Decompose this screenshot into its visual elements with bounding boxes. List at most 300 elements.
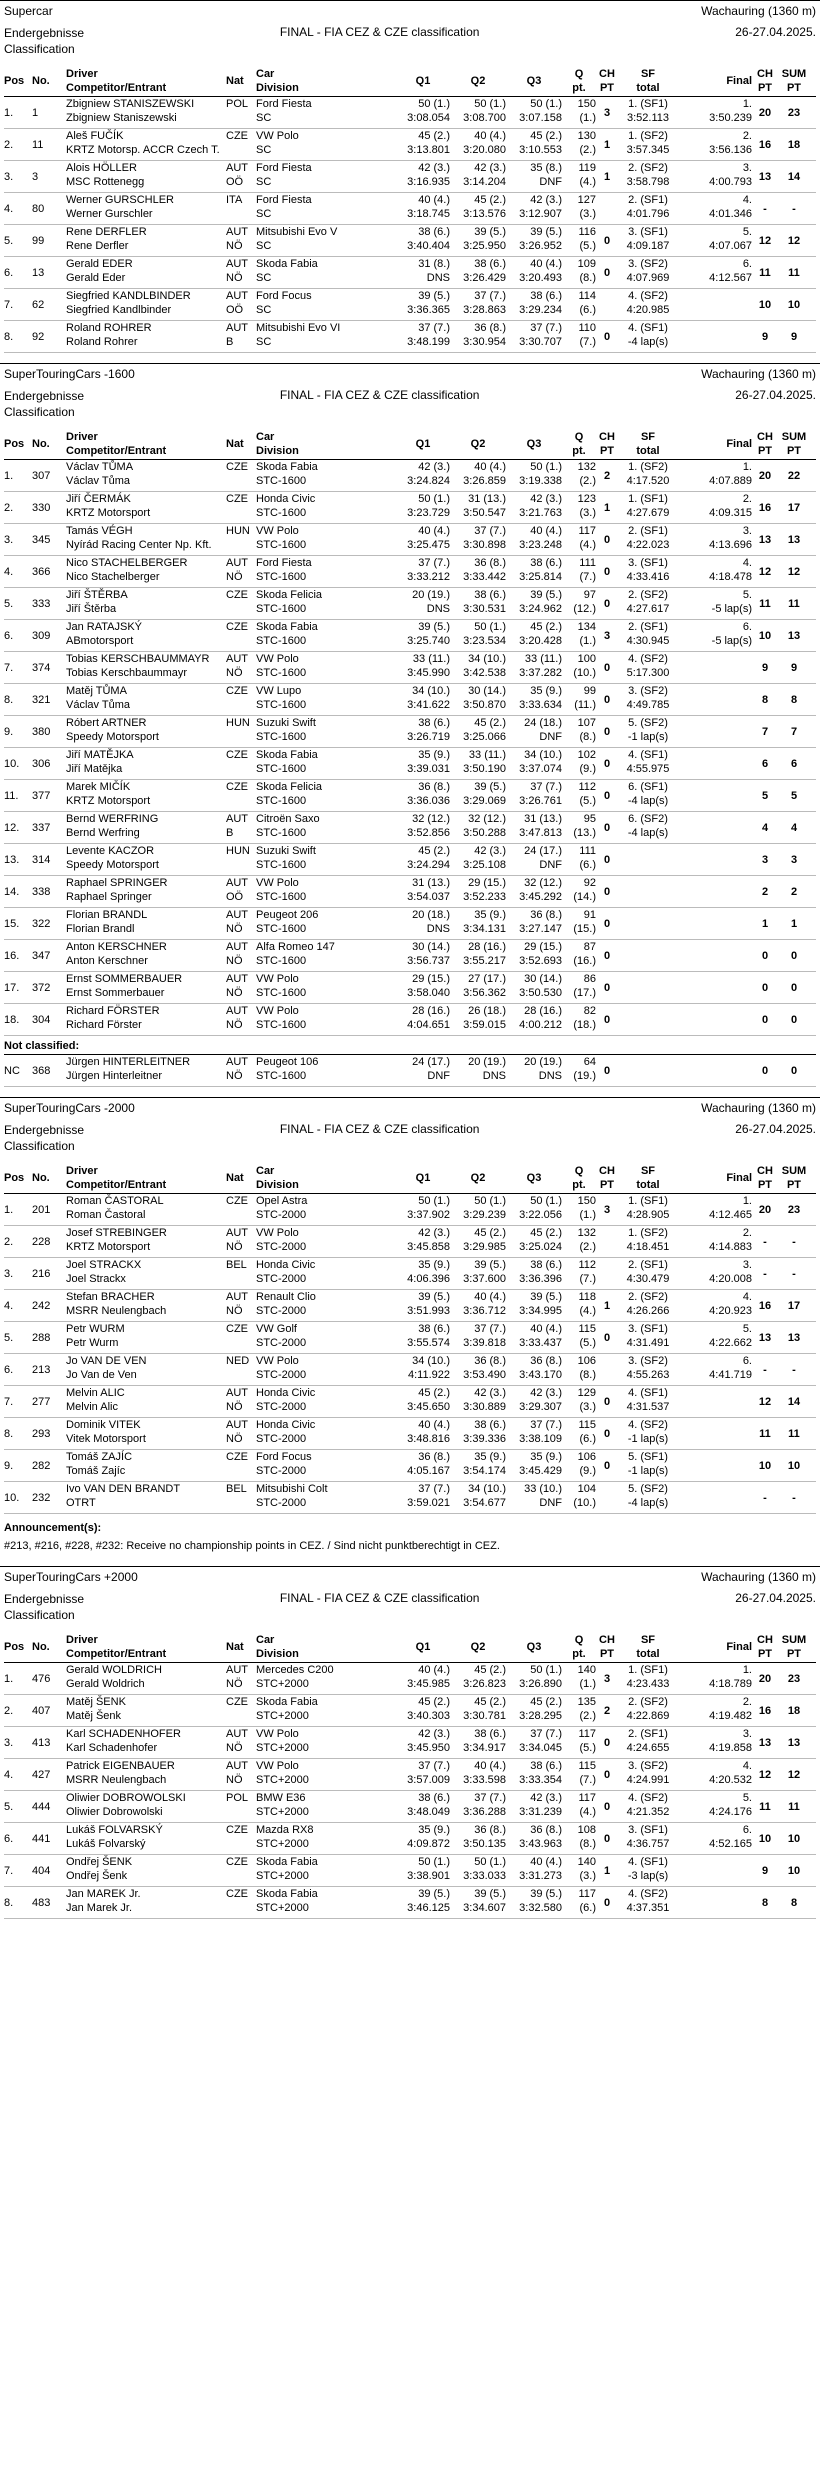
sum-pt-cell: 14 [787,1395,801,1408]
ch-pt-cell: 1 [603,501,611,514]
classification-label: Classification [4,1139,75,1153]
q3-cell [506,225,562,256]
driver-cell-line2: KRTZ Motorsport [66,507,151,519]
ch-final-pt-cell: 6 [761,757,769,770]
sf-cell-line1: 4. (SF2) [628,1419,668,1431]
sf-cell [618,1322,678,1353]
car-cell-line2: STC-2000 [256,1209,307,1221]
class-header [4,1098,816,1118]
sf-cell-line1: 2. (SF1) [628,525,668,537]
q-total-cell-line1: 64 [583,1056,596,1068]
driver-cell [66,620,226,651]
car-cell-line2: STC-2000 [256,1369,307,1381]
q3-cell-line2: 3:45.429 [519,1465,562,1477]
driver-cell [66,321,226,352]
sf-cell-line2: 4:20.985 [626,304,670,316]
q3-cell-line2: 3:19.338 [519,475,562,487]
driver-cell-line1: Tobias KERSCHBAUMMAYR [66,653,210,665]
car-cell-line1: Opel Astra [256,1195,308,1207]
sf-cell-line1: 5. (SF2) [628,717,668,729]
ch-final-pt-cell: 10 [758,1459,772,1472]
q2-cell-line2: 3:56.362 [463,987,506,999]
q2-cell-line1: 50 (1.) [474,1856,506,1868]
q3-cell-line1: 45 (2.) [530,621,562,633]
result-label: Endergebnisse [4,1592,85,1606]
nat-cell [226,1354,256,1385]
sf-cell-line2: -4 lap(s) [627,1497,669,1509]
q-total-cell [562,1055,596,1086]
col-no [32,1171,66,1185]
ch-pt-cell: 3 [603,106,611,119]
ch-pt-cell: 0 [603,266,611,279]
sum-pt-cell: - [792,1235,796,1248]
driver-cell [66,289,226,320]
final-cell [678,876,752,907]
col-car-line2: Division [256,444,299,457]
sf-cell-line2: 4:09.187 [626,240,670,252]
q-total-cell-line1: 115 [578,1419,596,1431]
final-cell [678,1290,752,1321]
sf-cell-line1: 5. (SF2) [628,1483,668,1495]
pos-cell: 7. [4,298,14,311]
nat-cell [226,1727,256,1758]
classification-label: Classification [4,42,75,56]
driver-cell-line1: Roland ROHRER [66,322,152,334]
nat-cell [226,1386,256,1417]
final-cell [678,844,752,875]
pos-cell: 3. [4,533,14,546]
q2-cell-line1: 27 (17.) [468,973,506,985]
driver-cell-line1: Jan RATAJSKÝ [66,621,143,633]
class-section [0,0,820,363]
number-cell: 404 [32,1864,51,1877]
q1-cell-line2: 3:48.199 [407,336,450,348]
final-cell [678,1386,752,1417]
number-cell: 99 [32,234,45,247]
sum-pt-cell: 18 [787,1704,801,1717]
q-total-cell [562,97,596,128]
q1-cell-line2: 4:05.167 [407,1465,450,1477]
car-cell-line2: STC-2000 [256,1305,307,1317]
ch-pt-cell: 1 [603,138,611,151]
q1-cell-line2: 3:36.365 [407,304,450,316]
driver-cell [66,1727,226,1758]
result-row [4,908,816,940]
final-cell [678,1823,752,1854]
col-ch2 [752,67,778,95]
q-total-cell-line2: (4.) [579,1305,596,1317]
col-nat [226,74,256,88]
nat-cell-line1: HUN [226,525,250,537]
pos-cell: 2. [4,1235,14,1248]
driver-cell [66,257,226,288]
col-ch2-line2: PT [757,444,773,457]
nat-cell [226,588,256,619]
car-cell-line2: STC-1600 [256,507,307,519]
q2-cell-line2: 3:14.204 [463,176,506,188]
col-final [678,1171,752,1185]
ch-final-pt-cell: 7 [761,725,769,738]
report-title: FINAL - FIA CEZ & CZE classification [279,1122,480,1136]
col-sf-line2: total [636,1647,660,1660]
sf-cell [618,161,678,192]
pos-cell: 6. [4,629,14,642]
column-header [4,65,816,97]
number-cell: 293 [32,1427,51,1440]
sf-cell-line2: -3 lap(s) [627,1870,669,1882]
sf-cell-line2: 4:22.869 [626,1710,670,1722]
q1-cell-line1: 35 (9.) [418,1259,450,1271]
nat-cell [226,876,256,907]
q2-cell-line2: 3:13.576 [463,208,506,220]
q3-cell-line1: 39 (5.) [530,226,562,238]
col-q2-line1: Q2 [470,437,486,450]
ch-final-pt-cell: 12 [758,565,772,578]
q3-cell-line2: 3:26.890 [519,1678,562,1690]
col-pos [4,1171,32,1185]
nat-cell-line2: B [226,827,234,839]
q3-cell [506,908,562,939]
col-no-line1: No. [32,437,50,450]
q1-cell [396,1004,450,1035]
q2-cell [450,1226,506,1257]
sub-header [4,1118,816,1162]
q2-cell-line2: 3:30.898 [463,539,506,551]
q1-cell-line2: 3:13.801 [407,144,450,156]
car-cell-line1: Skoda Fabia [256,749,318,761]
sf-cell [618,620,678,651]
nat-cell-line2: NÖ [226,1742,243,1754]
q2-cell [450,1004,506,1035]
q1-cell-line2: 3:48.049 [407,1806,450,1818]
q-total-cell [562,1823,596,1854]
driver-cell-line2: Jiří Matějka [66,763,123,775]
ch-final-pt-cell: 16 [758,1299,772,1312]
car-cell [256,1386,396,1417]
pos-cell: 4. [4,202,14,215]
final-cell [678,1226,752,1257]
number-cell: 321 [32,693,51,706]
nat-cell [226,908,256,939]
driver-cell [66,684,226,715]
car-cell-line1: Skoda Felicia [256,589,323,601]
q3-cell-line2: 3:25.024 [519,1241,562,1253]
q-total-cell-line2: (1.) [579,112,596,124]
ch-final-pt-cell: 9 [761,330,769,343]
q2-cell-line1: 40 (4.) [474,1291,506,1303]
q2-cell-line2: 3:53.490 [463,1369,506,1381]
q3-cell-line1: 50 (1.) [530,1664,562,1676]
number-cell: 80 [32,202,45,215]
q1-cell [396,908,450,939]
ch-pt-cell: 0 [603,1800,611,1813]
q1-cell [396,812,450,843]
final-cell [678,1759,752,1790]
result-label: Endergebnisse [4,389,85,403]
q2-cell-line2: 3:20.080 [463,144,506,156]
nat-cell [226,161,256,192]
nat-cell [226,524,256,555]
pos-cell: 2. [4,138,14,151]
sf-cell [618,844,678,875]
nat-cell [226,289,256,320]
q2-cell-line1: 40 (4.) [474,1760,506,1772]
class-name: SuperTouringCars -1600 [4,367,135,381]
driver-cell-line2: Melvin Alic [66,1401,118,1413]
nat-cell [226,129,256,160]
final-cell [678,972,752,1003]
car-cell-line2: STC+2000 [256,1806,309,1818]
car-cell-line2: STC-1600 [256,1070,307,1082]
car-cell-line2: SC [256,208,272,220]
final-cell-line1: 2. [742,1696,752,1708]
col-q-line1: Q [574,67,584,80]
col-sum [778,1633,810,1661]
q1-cell [396,1887,450,1918]
final-cell-line2: 4:52.165 [709,1838,752,1850]
col-ch-line2: PT [599,1178,615,1191]
pos-cell: 12. [4,821,20,834]
col-sf-line1: SF [640,430,656,443]
car-cell-line2: STC+2000 [256,1870,309,1882]
q3-cell-line1: 40 (4.) [530,258,562,270]
q-total-cell-line2: (12.) [573,603,596,615]
col-ch2-line1: CH [757,1164,773,1177]
ch-pt-cell: 1 [603,170,611,183]
sf-cell-line1: 3. (SF1) [628,226,668,238]
driver-cell [66,1322,226,1353]
col-q1 [396,74,450,88]
q1-cell-line2: DNF [427,1070,450,1082]
ch-pt-cell: 0 [603,1064,611,1077]
car-cell [256,1194,396,1225]
car-cell [256,1450,396,1481]
nat-cell-line1: AUT [226,258,248,270]
nat-cell-line1: CZE [226,685,248,697]
driver-cell-line2: Vitek Motorsport [66,1433,146,1445]
q1-cell-line1: 42 (3.) [418,1728,450,1740]
q3-cell-line1: 38 (6.) [530,1760,562,1772]
result-row [4,1450,816,1482]
car-cell [256,1482,396,1513]
driver-cell-line2: OTRT [66,1497,96,1509]
nat-cell-line2: NÖ [226,667,243,679]
number-cell: 232 [32,1491,51,1504]
final-cell-line1: 3. [742,1259,752,1271]
ch-final-pt-cell: 9 [761,1864,769,1877]
q3-cell-line2: 3:23.248 [519,539,562,551]
q-total-cell [562,684,596,715]
car-cell [256,1418,396,1449]
q-total-cell-line2: (4.) [579,176,596,188]
q2-cell-line1: 50 (1.) [474,621,506,633]
nat-cell [226,1450,256,1481]
result-row [4,1290,816,1322]
q-total-cell-line1: 117 [578,1792,596,1804]
nat-cell-line2: NÖ [226,1774,243,1786]
ch-final-pt-cell: 0 [761,1064,769,1077]
ch-pt-cell: 0 [603,1459,611,1472]
q1-cell-line2: 3:45.985 [407,1678,450,1690]
event-date: 26-27.04.2025. [735,388,816,402]
car-cell [256,876,396,907]
car-cell [256,97,396,128]
q-total-cell-line2: (6.) [579,859,596,871]
q-total-cell [562,1290,596,1321]
car-cell-line1: VW Polo [256,1355,299,1367]
ch-pt-cell: 0 [603,1427,611,1440]
driver-cell-line2: Václav Tůma [66,475,130,487]
q3-cell [506,524,562,555]
sf-cell [618,812,678,843]
driver-cell [66,1482,226,1513]
q1-cell-line1: 39 (5.) [418,290,450,302]
col-q1 [396,437,450,451]
pos-cell: 16. [4,949,20,962]
q-total-cell-line2: (8.) [579,1369,596,1381]
driver-cell [66,1258,226,1289]
pos-cell: 5. [4,1800,14,1813]
q3-cell-line1: 45 (2.) [530,1696,562,1708]
car-cell-line2: STC-2000 [256,1433,307,1445]
car-cell-line1: VW Polo [256,1760,299,1772]
car-cell-line2: STC-1600 [256,731,307,743]
sf-cell [618,1418,678,1449]
number-cell: 366 [32,565,51,578]
q1-cell-line1: 36 (8.) [418,781,450,793]
final-cell [678,1354,752,1385]
driver-cell-line1: Ivo VAN DEN BRANDT [66,1483,181,1495]
pos-cell: 15. [4,917,20,930]
ch-final-pt-cell: 12 [758,1768,772,1781]
sf-cell-line2: 4:55.975 [626,763,670,775]
sf-cell-line2: 4:37.351 [626,1902,670,1914]
sum-pt-cell: - [792,1267,796,1280]
q2-cell [450,972,506,1003]
col-q1-line1: Q1 [415,437,431,450]
sf-cell-line2: -1 lap(s) [627,731,669,743]
driver-cell-line1: Jiří ČERMÁK [66,493,131,505]
nat-cell-line1: CZE [226,1195,248,1207]
q1-cell-line2: 4:06.396 [407,1273,450,1285]
sf-cell-line2: 4:31.491 [626,1337,670,1349]
sf-cell [618,257,678,288]
car-cell [256,460,396,491]
q-total-cell-line1: 106 [577,1451,596,1463]
car-cell [256,1290,396,1321]
ch-final-pt-cell: 20 [758,1672,772,1685]
q1-cell-line2: DNS [426,603,450,615]
q3-cell-line2: 3:33.437 [519,1337,562,1349]
q2-cell-line2: 3:55.217 [463,955,506,967]
car-cell-line2: STC-1600 [256,1019,307,1031]
sum-pt-cell: 23 [787,106,801,119]
col-driver [66,67,226,95]
col-ch-line1: CH [599,430,615,443]
sum-pt-cell: 22 [787,469,801,482]
sum-pt-cell: 11 [788,266,800,279]
q-total-cell-line1: 111 [579,557,596,569]
q2-cell-line2: 3:30.954 [463,336,506,348]
q2-cell [450,844,506,875]
nat-cell-line1: AUT [226,162,248,174]
col-ch [596,430,618,458]
final-cell [678,1418,752,1449]
driver-cell-line2: Jürgen Hinterleitner [66,1070,162,1082]
sum-pt-cell: 10 [787,1459,801,1472]
q-total-cell-line2: (14.) [573,891,596,903]
q-total-cell-line2: (11.) [574,699,596,711]
driver-cell-line2: Bernd Werfring [66,827,140,839]
sf-cell [618,972,678,1003]
nat-cell [226,556,256,587]
q-total-cell-line1: 86 [583,973,596,985]
nat-cell-line2: OÖ [226,891,244,903]
nat-cell-line1: AUT [226,1419,248,1431]
q-total-cell [562,1418,596,1449]
col-q1-line1: Q1 [415,74,431,87]
q1-cell [396,129,450,160]
q1-cell-line1: 40 (4.) [418,525,450,537]
number-cell: 372 [32,981,51,994]
result-row [4,556,816,588]
result-label: Endergebnisse [4,26,85,40]
q1-cell-line2: 3:45.950 [407,1742,450,1754]
q3-cell-line2: 3:33.354 [519,1774,562,1786]
q2-cell-line2: 3:30.781 [463,1710,506,1722]
col-sf [618,430,678,458]
col-sf [618,1633,678,1661]
car-cell-line1: Suzuki Swift [256,845,316,857]
car-cell-line1: Skoda Fabia [256,1888,318,1900]
q2-cell-line2: 3:30.531 [463,603,506,615]
driver-cell-line2: Florian Brandl [66,923,135,935]
q3-cell [506,1855,562,1886]
q2-cell [450,588,506,619]
q1-cell-line1: 33 (11.) [412,653,450,665]
sf-cell-line2: 4:49.785 [626,699,670,711]
car-cell-line1: VW Polo [256,653,299,665]
q1-cell [396,620,450,651]
q3-cell-line1: 42 (3.) [530,194,562,206]
sf-cell [618,780,678,811]
result-row [4,652,816,684]
driver-cell [66,1418,226,1449]
final-cell-line1: 3. [742,162,752,174]
final-cell [678,1791,752,1822]
q2-cell-line1: 45 (2.) [474,194,506,206]
q1-cell [396,1386,450,1417]
q-total-cell [562,620,596,651]
driver-cell [66,1226,226,1257]
q3-cell-line1: 50 (1.) [530,461,562,473]
result-row [4,1727,816,1759]
q2-cell-line2: 3:36.288 [463,1806,506,1818]
nat-cell [226,1194,256,1225]
sf-cell-line1: 6. (SF2) [628,813,668,825]
ch-final-pt-cell: 5 [761,789,769,802]
car-cell-line2: SC [256,240,272,252]
driver-cell-line2: Ondřej Šenk [66,1870,128,1882]
nat-cell-line2: NÖ [226,955,243,967]
col-q-line2: pt. [572,1647,586,1660]
q-total-cell [562,289,596,320]
q2-cell-line1: 34 (10.) [468,653,506,665]
col-ch2-line2: PT [757,81,773,94]
col-driver-line2: Competitor/Entrant [66,1178,167,1191]
column-header [4,428,816,460]
sub-header [4,21,816,65]
